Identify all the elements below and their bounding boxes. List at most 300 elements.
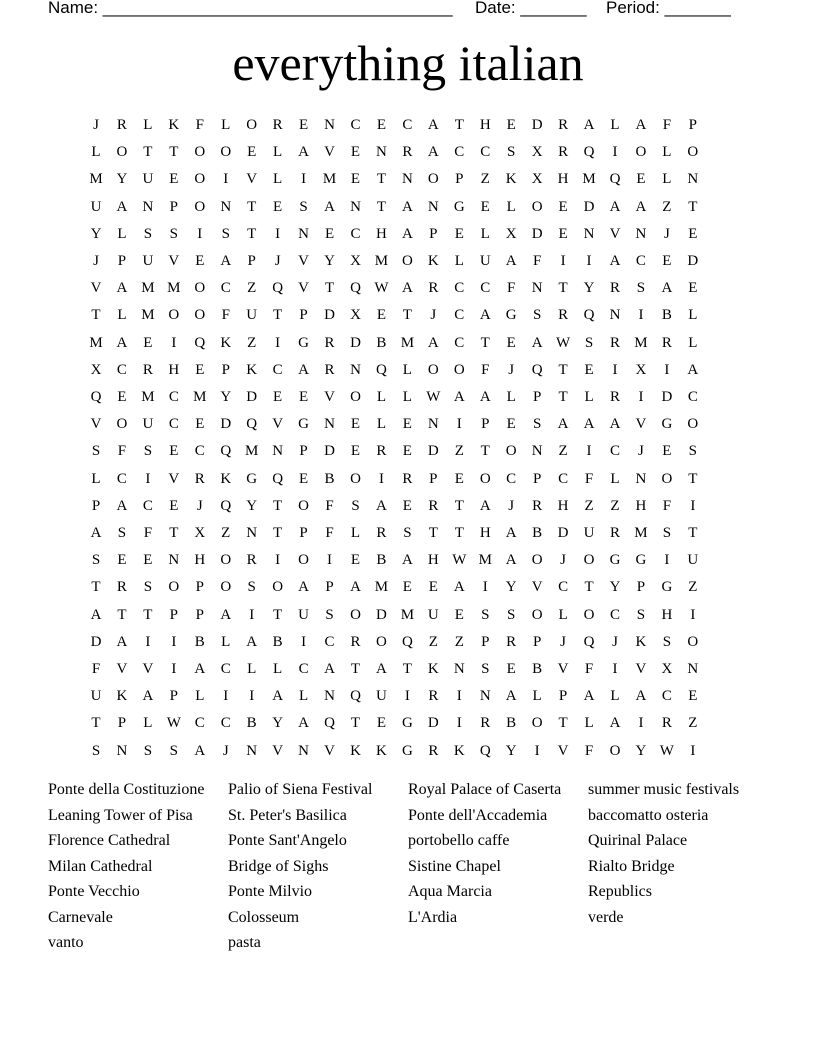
grid-letter[interactable]: D — [324, 307, 335, 324]
grid-letter[interactable]: L — [610, 688, 620, 705]
grid-letter[interactable]: O — [583, 552, 595, 569]
grid-letter[interactable]: E — [506, 416, 516, 433]
grid-letter[interactable]: A — [298, 144, 310, 161]
grid-letter[interactable]: O — [168, 307, 180, 324]
grid-letter[interactable]: T — [350, 661, 361, 677]
grid-letter[interactable]: E — [299, 117, 309, 133]
grid-letter[interactable]: G — [298, 416, 310, 433]
grid-letter[interactable]: R — [142, 361, 153, 378]
grid-letter[interactable]: C — [480, 144, 491, 161]
grid-letter[interactable]: Y — [583, 280, 595, 297]
grid-letter[interactable]: S — [507, 144, 516, 161]
grid-letter[interactable]: T — [454, 525, 464, 541]
grid-letter[interactable]: N — [427, 416, 439, 433]
grid-letter[interactable]: I — [560, 253, 566, 269]
grid-letter[interactable]: H — [376, 225, 387, 242]
grid-letter[interactable]: X — [531, 171, 543, 188]
grid-letter[interactable]: I — [145, 470, 151, 487]
grid-letter[interactable]: E — [195, 253, 205, 269]
grid-letter[interactable]: E — [402, 443, 412, 460]
grid-letter[interactable]: I — [612, 661, 618, 677]
grid-letter[interactable]: D — [583, 198, 595, 215]
grid-letter[interactable]: O — [687, 633, 699, 650]
grid-letter[interactable]: L — [688, 307, 698, 324]
grid-letter[interactable]: U — [298, 606, 310, 623]
grid-letter[interactable]: W — [374, 280, 389, 297]
grid-letter[interactable]: R — [506, 633, 517, 650]
grid-letter[interactable]: A — [401, 552, 413, 569]
grid-letter[interactable]: C — [194, 443, 205, 460]
grid-letter[interactable]: A — [90, 606, 102, 623]
grid-letter[interactable]: C — [454, 307, 465, 324]
grid-letter[interactable]: E — [299, 389, 309, 405]
grid-letter[interactable]: P — [558, 688, 568, 705]
grid-letter[interactable]: A — [350, 579, 361, 596]
grid-letter[interactable]: V — [272, 742, 284, 759]
grid-letter[interactable]: N — [609, 307, 621, 324]
grid-letter[interactable]: I — [275, 334, 281, 351]
grid-letter[interactable]: V — [531, 579, 543, 596]
grid-letter[interactable]: E — [506, 334, 516, 351]
grid-letter[interactable]: Z — [610, 497, 620, 514]
grid-letter[interactable]: Q — [90, 389, 102, 405]
grid-letter[interactable]: A — [427, 334, 439, 351]
grid-letter[interactable]: F — [481, 361, 490, 378]
grid-letter[interactable]: O — [194, 171, 206, 188]
grid-letter[interactable]: R — [402, 144, 413, 161]
grid-letter[interactable]: U — [142, 253, 154, 269]
grid-letter[interactable]: V — [142, 661, 154, 677]
grid-letter[interactable]: V — [298, 253, 310, 269]
grid-letter[interactable]: E — [195, 416, 205, 433]
grid-letter[interactable]: I — [638, 715, 644, 732]
grid-letter[interactable]: N — [687, 171, 699, 188]
grid-letter[interactable]: T — [584, 579, 594, 596]
grid-letter[interactable]: P — [169, 688, 179, 705]
grid-letter[interactable]: C — [220, 661, 231, 677]
grid-letter[interactable]: X — [90, 361, 102, 378]
grid-letter[interactable]: C — [609, 443, 620, 460]
grid-letter[interactable]: S — [481, 606, 490, 623]
grid-letter[interactable]: I — [378, 470, 384, 487]
grid-letter[interactable]: Y — [505, 742, 517, 759]
grid-letter[interactable]: A — [661, 280, 673, 297]
grid-letter[interactable]: I — [612, 361, 618, 378]
grid-letter[interactable]: V — [635, 661, 647, 677]
grid-letter[interactable]: D — [376, 606, 387, 623]
grid-letter[interactable]: T — [558, 280, 568, 297]
grid-letter[interactable]: R — [609, 525, 620, 541]
grid-letter[interactable]: Q — [246, 416, 258, 433]
grid-letter[interactable]: R — [661, 715, 672, 732]
grid-letter[interactable]: E — [299, 470, 309, 487]
grid-letter[interactable]: P — [481, 416, 490, 433]
grid-letter[interactable]: G — [453, 198, 465, 215]
grid-letter[interactable]: Y — [246, 497, 258, 514]
grid-letter[interactable]: A — [220, 606, 232, 623]
grid-letter[interactable]: H — [194, 552, 206, 569]
grid-letter[interactable]: B — [506, 715, 517, 732]
grid-letter[interactable]: A — [531, 334, 543, 351]
grid-letter[interactable]: T — [247, 225, 257, 242]
grid-letter[interactable]: P — [169, 606, 179, 623]
grid-letter[interactable]: A — [635, 688, 647, 705]
grid-letter[interactable]: Z — [454, 443, 464, 460]
grid-letter[interactable]: C — [454, 144, 465, 161]
grid-letter[interactable]: C — [116, 361, 127, 378]
grid-letter[interactable]: N — [531, 443, 543, 460]
grid-letter[interactable]: I — [456, 715, 462, 732]
grid-letter[interactable]: G — [298, 334, 310, 351]
grid-letter[interactable]: A — [609, 198, 621, 215]
grid-letter[interactable]: D — [531, 117, 543, 133]
grid-letter[interactable]: I — [456, 416, 462, 433]
grid-letter[interactable]: J — [196, 497, 203, 514]
grid-letter[interactable]: K — [376, 742, 387, 759]
grid-letter[interactable]: C — [454, 280, 465, 297]
grid-letter[interactable]: Z — [247, 280, 257, 297]
grid-letter[interactable]: C — [635, 253, 646, 269]
grid-letter[interactable]: L — [558, 606, 568, 623]
grid-letter[interactable]: O — [583, 606, 595, 623]
grid-letter[interactable]: O — [350, 389, 361, 405]
grid-letter[interactable]: I — [223, 688, 229, 705]
grid-letter[interactable]: E — [350, 171, 361, 188]
grid-letter[interactable]: N — [583, 225, 595, 242]
grid-letter[interactable]: Y — [272, 715, 284, 732]
grid-letter[interactable]: A — [427, 117, 439, 133]
grid-letter[interactable]: P — [195, 606, 204, 623]
grid-letter[interactable]: P — [688, 117, 698, 133]
grid-letter[interactable]: O — [427, 361, 439, 378]
grid-letter[interactable]: A — [194, 742, 206, 759]
grid-letter[interactable]: X — [350, 253, 361, 269]
grid-letter[interactable]: M — [141, 389, 155, 405]
grid-letter[interactable]: S — [584, 334, 594, 351]
grid-letter[interactable]: J — [93, 117, 99, 133]
grid-letter[interactable]: A — [116, 497, 128, 514]
grid-letter[interactable]: K — [220, 470, 232, 487]
grid-letter[interactable]: M — [245, 443, 259, 460]
grid-letter[interactable]: E — [376, 117, 387, 133]
grid-letter[interactable]: Q — [609, 171, 621, 188]
grid-letter[interactable]: P — [532, 470, 542, 487]
grid-letter[interactable]: L — [454, 253, 464, 269]
grid-letter[interactable]: E — [688, 225, 698, 242]
grid-letter[interactable]: C — [506, 470, 517, 487]
grid-letter[interactable]: D — [427, 715, 439, 732]
grid-letter[interactable]: S — [325, 606, 334, 623]
grid-letter[interactable]: M — [634, 525, 648, 541]
grid-letter[interactable]: S — [636, 606, 646, 623]
grid-letter[interactable]: I — [586, 443, 592, 460]
grid-letter[interactable]: A — [401, 280, 413, 297]
grid-letter[interactable]: C — [609, 606, 620, 623]
grid-letter[interactable]: J — [274, 253, 281, 269]
grid-letter[interactable]: P — [299, 443, 308, 460]
grid-letter[interactable]: H — [635, 497, 647, 514]
grid-letter[interactable]: N — [246, 525, 258, 541]
grid-letter[interactable]: E — [273, 198, 283, 215]
grid-letter[interactable]: P — [429, 470, 438, 487]
grid-letter[interactable]: K — [635, 633, 647, 650]
grid-letter[interactable]: C — [687, 389, 698, 405]
grid-letter[interactable]: E — [688, 688, 698, 705]
grid-letter[interactable]: Y — [635, 742, 647, 759]
grid-letter[interactable]: R — [558, 144, 569, 161]
grid-letter[interactable]: R — [558, 307, 569, 324]
grid-letter[interactable]: D — [246, 389, 258, 405]
grid-letter[interactable]: X — [194, 525, 206, 541]
grid-letter[interactable]: S — [688, 443, 698, 460]
grid-letter[interactable]: C — [480, 280, 491, 297]
grid-letter[interactable]: V — [298, 280, 310, 297]
grid-letter[interactable]: V — [272, 416, 284, 433]
grid-letter[interactable]: L — [273, 171, 283, 188]
grid-letter[interactable]: T — [558, 389, 568, 405]
grid-letter[interactable]: L — [117, 307, 127, 324]
grid-letter[interactable]: Q — [531, 361, 543, 378]
grid-letter[interactable]: I — [404, 688, 410, 705]
grid-letter[interactable]: L — [584, 389, 594, 405]
grid-letter[interactable]: Q — [194, 334, 206, 351]
grid-letter[interactable]: P — [299, 307, 308, 324]
grid-letter[interactable]: M — [141, 280, 155, 297]
grid-letter[interactable]: P — [429, 225, 438, 242]
grid-letter[interactable]: S — [481, 661, 490, 677]
grid-letter[interactable]: T — [273, 525, 283, 541]
grid-letter[interactable]: Z — [221, 525, 231, 541]
grid-letter[interactable]: A — [583, 688, 595, 705]
grid-letter[interactable]: X — [661, 661, 673, 677]
grid-letter[interactable]: S — [117, 525, 127, 541]
grid-letter[interactable]: R — [194, 470, 205, 487]
grid-letter[interactable]: A — [324, 661, 335, 677]
grid-letter[interactable]: A — [609, 715, 621, 732]
grid-letter[interactable]: O — [194, 280, 206, 297]
grid-letter[interactable]: B — [532, 661, 543, 677]
grid-letter[interactable]: E — [688, 280, 698, 297]
grid-letter[interactable]: G — [609, 552, 621, 569]
grid-letter[interactable]: S — [221, 225, 230, 242]
grid-letter[interactable]: L — [91, 144, 101, 161]
grid-letter[interactable]: R — [376, 443, 387, 460]
grid-letter[interactable]: O — [531, 198, 543, 215]
grid-letter[interactable]: P — [532, 633, 542, 650]
grid-letter[interactable]: L — [610, 470, 620, 487]
grid-letter[interactable]: F — [117, 443, 127, 460]
grid-letter[interactable]: E — [195, 361, 205, 378]
grid-letter[interactable]: I — [275, 225, 281, 242]
grid-letter[interactable]: O — [376, 633, 387, 650]
date-field[interactable]: Date: _______ — [475, 0, 587, 17]
grid-letter[interactable]: I — [690, 606, 696, 623]
grid-letter[interactable]: M — [89, 334, 103, 351]
grid-letter[interactable]: V — [324, 742, 335, 759]
grid-letter[interactable]: I — [249, 688, 255, 705]
grid-letter[interactable]: S — [532, 416, 542, 433]
grid-letter[interactable]: T — [350, 715, 361, 732]
grid-letter[interactable]: P — [117, 253, 127, 269]
grid-letter[interactable]: E — [558, 198, 568, 215]
grid-letter[interactable]: F — [584, 661, 594, 677]
grid-letter[interactable]: A — [505, 525, 517, 541]
grid-letter[interactable]: E — [506, 661, 516, 677]
grid-letter[interactable]: Q — [220, 443, 232, 460]
grid-letter[interactable]: M — [193, 389, 207, 405]
grid-letter[interactable]: E — [636, 171, 646, 188]
grid-letter[interactable]: K — [453, 742, 465, 759]
name-field[interactable]: Name: _____________________________________ — [48, 0, 453, 17]
grid-letter[interactable]: O — [505, 443, 517, 460]
grid-letter[interactable]: J — [222, 742, 229, 759]
grid-letter[interactable]: H — [427, 552, 439, 569]
grid-letter[interactable]: Q — [376, 361, 387, 378]
grid-letter[interactable]: T — [324, 280, 335, 297]
grid-letter[interactable]: O — [635, 144, 647, 161]
grid-letter[interactable]: E — [454, 225, 464, 242]
grid-letter[interactable]: T — [376, 171, 387, 188]
grid-letter[interactable]: A — [479, 307, 491, 324]
grid-letter[interactable]: M — [374, 253, 389, 269]
grid-letter[interactable]: T — [402, 307, 412, 324]
grid-letter[interactable]: R — [609, 334, 620, 351]
grid-letter[interactable]: W — [166, 715, 181, 732]
grid-letter[interactable]: F — [91, 661, 101, 677]
grid-letter[interactable]: W — [659, 742, 674, 759]
grid-letter[interactable]: N — [272, 443, 284, 460]
grid-letter[interactable]: Z — [688, 579, 698, 596]
grid-letter[interactable]: P — [325, 579, 334, 596]
grid-letter[interactable]: K — [427, 253, 439, 269]
grid-letter[interactable]: A — [194, 661, 206, 677]
grid-letter[interactable]: A — [583, 117, 595, 133]
grid-letter[interactable]: B — [324, 470, 335, 487]
grid-letter[interactable]: N — [324, 117, 335, 133]
grid-letter[interactable]: F — [325, 497, 334, 514]
grid-letter[interactable]: A — [583, 416, 595, 433]
grid-letter[interactable]: S — [91, 443, 101, 460]
grid-letter[interactable]: N — [350, 198, 361, 215]
grid-letter[interactable]: C — [142, 497, 153, 514]
grid-letter[interactable]: L — [299, 688, 309, 705]
grid-letter[interactable]: Q — [272, 280, 284, 297]
grid-letter[interactable]: T — [143, 144, 153, 161]
grid-letter[interactable]: S — [532, 307, 542, 324]
grid-letter[interactable]: B — [532, 525, 543, 541]
grid-letter[interactable]: O — [246, 117, 258, 133]
grid-letter[interactable]: T — [273, 307, 283, 324]
grid-letter[interactable]: N — [401, 171, 413, 188]
grid-letter[interactable]: N — [116, 742, 128, 759]
grid-letter[interactable]: B — [194, 633, 205, 650]
grid-letter[interactable]: U — [246, 307, 258, 324]
grid-letter[interactable]: C — [558, 579, 569, 596]
grid-letter[interactable]: L — [506, 198, 516, 215]
grid-letter[interactable]: E — [480, 198, 490, 215]
grid-letter[interactable]: N — [142, 198, 154, 215]
grid-letter[interactable]: O — [479, 470, 491, 487]
grid-letter[interactable]: O — [687, 144, 699, 161]
grid-letter[interactable]: N — [298, 225, 310, 242]
grid-letter[interactable]: E — [169, 171, 179, 188]
grid-letter[interactable]: X — [505, 225, 517, 242]
grid-letter[interactable]: T — [402, 661, 412, 677]
grid-letter[interactable]: E — [117, 389, 127, 405]
grid-letter[interactable]: V — [557, 742, 569, 759]
grid-letter[interactable]: R — [480, 715, 491, 732]
grid-letter[interactable]: D — [557, 525, 569, 541]
grid-letter[interactable]: W — [426, 389, 441, 405]
grid-letter[interactable]: R — [428, 742, 439, 759]
grid-letter[interactable]: Q — [583, 633, 595, 650]
grid-letter[interactable]: R — [428, 497, 439, 514]
grid-letter[interactable]: R — [324, 334, 335, 351]
grid-letter[interactable]: X — [350, 307, 361, 324]
grid-letter[interactable]: J — [560, 633, 567, 650]
grid-letter[interactable]: E — [169, 443, 179, 460]
grid-letter[interactable]: T — [169, 525, 179, 541]
grid-letter[interactable]: O — [350, 470, 361, 487]
grid-letter[interactable]: M — [400, 334, 415, 351]
grid-letter[interactable]: O — [531, 606, 543, 623]
grid-letter[interactable]: E — [376, 307, 387, 324]
grid-letter[interactable]: E — [169, 497, 179, 514]
grid-letter[interactable]: A — [90, 525, 102, 541]
grid-letter[interactable]: P — [532, 389, 542, 405]
grid-letter[interactable]: S — [662, 525, 672, 541]
grid-letter[interactable]: J — [560, 552, 567, 569]
grid-letter[interactable]: A — [298, 579, 310, 596]
grid-letter[interactable]: E — [558, 225, 568, 242]
grid-letter[interactable]: O — [453, 361, 465, 378]
grid-letter[interactable]: L — [247, 661, 257, 677]
grid-letter[interactable]: I — [690, 742, 696, 759]
grid-letter[interactable]: A — [142, 688, 154, 705]
grid-letter[interactable]: I — [171, 334, 177, 351]
grid-letter[interactable]: S — [143, 579, 153, 596]
grid-letter[interactable]: V — [609, 225, 621, 242]
grid-letter[interactable]: P — [195, 579, 204, 596]
grid-letter[interactable]: B — [272, 633, 283, 650]
grid-letter[interactable]: H — [661, 606, 673, 623]
grid-letter[interactable]: P — [117, 715, 127, 732]
grid-letter[interactable]: I — [638, 307, 644, 324]
grid-letter[interactable]: F — [195, 117, 204, 133]
grid-letter[interactable]: R — [350, 633, 361, 650]
grid-letter[interactable]: S — [299, 198, 308, 215]
grid-letter[interactable]: Z — [662, 198, 672, 215]
grid-letter[interactable]: Y — [116, 171, 128, 188]
grid-letter[interactable]: L — [532, 688, 542, 705]
grid-letter[interactable]: Z — [480, 171, 490, 188]
grid-letter[interactable]: O — [401, 253, 413, 269]
grid-letter[interactable]: Z — [428, 633, 438, 650]
grid-letter[interactable]: C — [324, 633, 335, 650]
grid-letter[interactable]: O — [350, 606, 361, 623]
grid-letter[interactable]: S — [143, 225, 153, 242]
grid-letter[interactable]: T — [688, 470, 698, 487]
grid-letter[interactable]: C — [168, 416, 179, 433]
grid-letter[interactable]: B — [376, 552, 387, 569]
grid-letter[interactable]: I — [664, 361, 670, 378]
grid-letter[interactable]: A — [116, 198, 128, 215]
grid-letter[interactable]: E — [584, 361, 594, 378]
grid-letter[interactable]: O — [168, 579, 180, 596]
grid-letter[interactable]: I — [249, 606, 255, 623]
grid-letter[interactable]: I — [534, 742, 540, 759]
grid-letter[interactable]: A — [505, 253, 517, 269]
